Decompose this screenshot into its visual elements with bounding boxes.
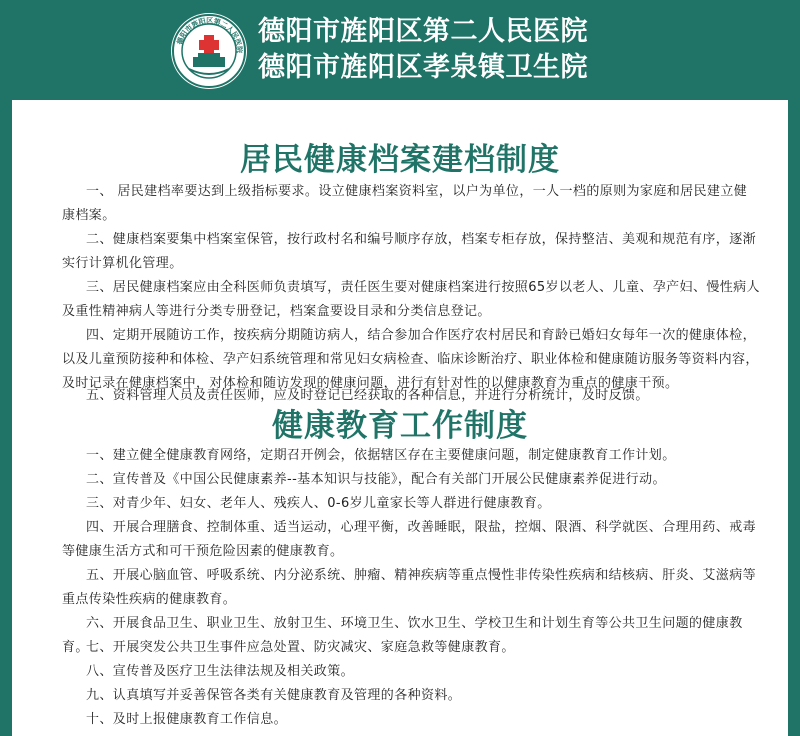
health-education-item-10: 十、及时上报健康教育工作信息。 [86, 712, 288, 727]
health-records-item-5: 五、资料管理人员及责任医师，应及时登记已经获取的各种信息，并进行分析统计，及时反馈。 [86, 388, 649, 403]
header-banner [0, 0, 800, 100]
health-education-item-8: 八、宣传普及医疗卫生法律法规及相关政策。 [86, 664, 355, 679]
health-education-item-1: 一、建立健全健康教育网络，定期召开例会，依据辖区存在主要健康问题，制定健康教育工作计划。 [86, 448, 676, 463]
health-records-item-1: 一、 居民建档率要达到上级指标要求。设立健康档案资料室，以户为单位，一人一档的原则为家庭和居民建立健康档案。 [62, 184, 748, 223]
hospital-seal-icon [171, 13, 247, 89]
section-title-health-education: 健康教育工作制度 [272, 408, 528, 444]
health-records-item-4: 四、定期开展随访工作，按疾病分期随访病人，结合参加合作医疗农村居民和育龄已婚妇女每年一次的健康体检，以及儿童预防接种和体检、孕产妇系统管理和常见妇女病检查、临床诊断治疗、职业体检和健康随访服务等资料内容，及时记录在健康档案中，对体检和随访发现的健康问题，进行有针对性的以健康教育为重点的健康干预。 [62, 328, 759, 391]
health-records-item-2: 二、健康档案要集中档案室保管，按行政村名和编号顺序存放，档案专柜存放，保持整洁、美观和规范有序，逐渐实行计算机化管理。 [62, 232, 757, 271]
health-education-item-3: 三、对青少年、妇女、老年人、残疾人、0-6岁儿童家长等人群进行健康教育。 [86, 496, 551, 511]
health-education-item-6: 六、开展食品卫生、职业卫生、放射卫生、环境卫生、饮水卫生、学校卫生和计划生育等公共卫生问题的健康教育。 [62, 616, 743, 655]
content-panel [12, 100, 788, 736]
hospital-name-secondary: 德阳市旌阳区孝泉镇卫生院 [258, 52, 588, 83]
health-education-item-9: 九、认真填写并妥善保管各类有关健康教育及管理的各种资料。 [86, 688, 462, 703]
health-education-item-4: 四、开展合理膳食、控制体重、适当运动，心理平衡，改善睡眠，限盐，控烟、限酒、科学就医、合理用药、戒毒等健康生活方式和可干预危险因素的健康教育。 [62, 520, 757, 559]
health-education-item-2: 二、宣传普及《中国公民健康素养--基本知识与技能》，配合有关部门开展公民健康素养促进行动。 [86, 472, 666, 487]
health-education-item-5: 五、开展心脑血管、呼吸系统、内分泌系统、肿瘤、精神疾病等重点慢性非传染性疾病和结核病、肝炎、艾滋病等重点传染性疾病的健康教育。 [62, 568, 757, 607]
health-education-item-7: 七、开展突发公共卫生事件应急处置、防灾减灾、家庭急救等健康教育。 [86, 640, 515, 655]
logo-ring-text: 德阳市旌阳区第二人民医院 [175, 16, 244, 54]
hospital-logo [171, 13, 247, 89]
health-records-item-3: 三、居民健康档案应由全科医师负责填写，责任医生要对健康档案进行按照65岁以老人、儿童、孕产妇、慢性病人及重性精神病人等进行分类专册登记，档案盒要设目录和分类信息登记。 [62, 280, 760, 319]
section-title-health-records: 居民健康档案建档制度 [240, 142, 560, 178]
hospital-name-primary: 德阳市旌阳区第二人民医院 [258, 16, 588, 47]
